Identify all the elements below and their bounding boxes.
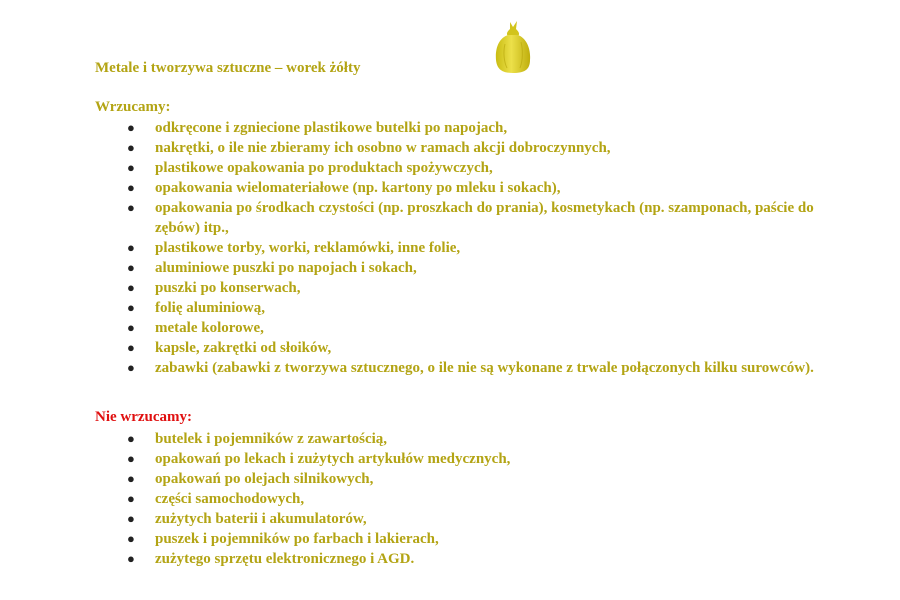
rejected-list: [95, 429, 855, 569]
list-item: ● aluminiowe puszki po napojach i sokach,: [127, 260, 417, 276]
list-item: ● puszki po konserwach,: [127, 280, 301, 296]
bullet-icon: ●: [127, 120, 135, 135]
list-item: ● zużytego sprzętu elektronicznego i AGD.: [127, 551, 415, 567]
bullet-icon: ●: [127, 340, 135, 355]
rejected-heading: Nie wrzucamy:: [95, 409, 193, 425]
bullet-icon: ●: [127, 320, 135, 335]
list-item: ● butelek i pojemników z zawartością,: [127, 431, 388, 447]
bullet-icon: ●: [127, 280, 135, 295]
yellow-garbage-bag-icon: [493, 20, 533, 74]
accepted-list: [95, 118, 855, 378]
list-item: ● odkręcone i zgniecione plastikowe butelki po napojach,: [127, 120, 508, 136]
bullet-icon: ●: [127, 491, 135, 506]
bullet-icon: ●: [127, 160, 135, 175]
bullet-icon: ●: [127, 140, 135, 155]
bullet-icon: ●: [127, 180, 135, 195]
list-item: ● kapsle, zakrętki od słoików,: [127, 340, 332, 356]
list-item: ● folię aluminiową,: [127, 300, 266, 316]
accepted-heading: Wrzucamy:: [95, 99, 171, 115]
list-item: ● opakowań po lekach i zużytych artykułów medycznych,: [127, 451, 511, 467]
list-item: ● zabawki (zabawki z tworzywa sztucznego, o ile nie są wykonane z trwale połączonych kilku surowców).: [127, 360, 814, 376]
list-item: ● opakowań po olejach silnikowych,: [127, 471, 374, 487]
list-item: ● zużytych baterii i akumulatorów,: [127, 511, 367, 527]
list-item: ● plastikowe opakowania po produktach spożywczych,: [127, 160, 493, 176]
list-item: ● puszek i pojemników po farbach i lakierach,: [127, 531, 439, 547]
bullet-icon: ●: [127, 531, 135, 546]
list-item: ● opakowania po środkach czystości (np. proszkach do prania), kosmetykach (np. szamponach, paście do zębów) itp.,: [127, 200, 814, 236]
bullet-icon: ●: [127, 451, 135, 466]
bullet-icon: ●: [127, 431, 135, 446]
bullet-icon: ●: [127, 511, 135, 526]
bullet-icon: ●: [127, 471, 135, 486]
list-item: ● opakowania wielomateriałowe (np. kartony po mleku i sokach),: [127, 180, 561, 196]
bullet-icon: ●: [127, 200, 135, 215]
bullet-icon: ●: [127, 551, 135, 566]
list-item: ● metale kolorowe,: [127, 320, 264, 336]
list-item: ● plastikowe torby, worki, reklamówki, inne folie,: [127, 240, 461, 256]
bullet-icon: ●: [127, 260, 135, 275]
bullet-icon: ●: [127, 360, 135, 375]
bullet-icon: ●: [127, 300, 135, 315]
bullet-icon: ●: [127, 240, 135, 255]
page-title: Metale i tworzywa sztuczne – worek żółty: [95, 60, 361, 76]
list-item: ● nakrętki, o ile nie zbieramy ich osobno w ramach akcji dobroczynnych,: [127, 140, 611, 156]
list-item: ● części samochodowych,: [127, 491, 305, 507]
